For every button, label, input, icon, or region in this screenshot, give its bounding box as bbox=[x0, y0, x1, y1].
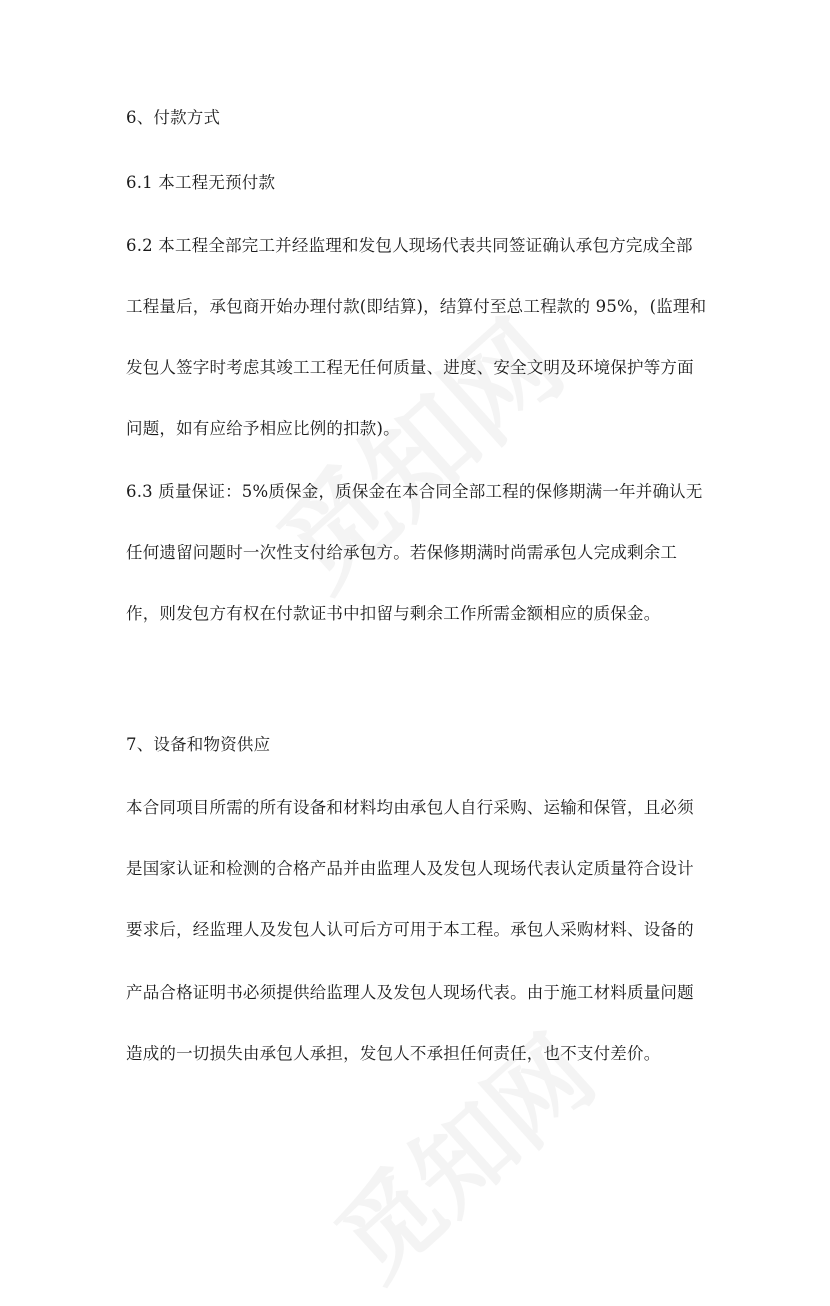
section-6-heading: 6、付款方式 bbox=[126, 108, 221, 127]
section-7-line-1: 本合同项目所需的所有设备和材料均由承包人自行采购、运输和保管，且必须 bbox=[126, 798, 694, 817]
clause-6-2-line-4: 问题，如有应给予相应比例的扣款)。 bbox=[126, 419, 400, 438]
clause-6-1: 6.1 本工程无预付款 bbox=[126, 173, 276, 192]
section-7-line-2: 是国家认证和检测的合格产品并由监理人及发包人现场代表认定质量符合设计 bbox=[126, 859, 694, 878]
clause-6-3-line-3: 作，则发包方有权在付款证书中扣留与剩余工作所需金额相应的质保金。 bbox=[126, 604, 661, 623]
clause-6-2-line-1: 6.2 本工程全部完工并经监理和发包人现场代表共同签证确认承包方完成全部 bbox=[126, 236, 693, 255]
section-7-line-3: 要求后，经监理人及发包人认可后方可用于本工程。承包人采购材料、设备的 bbox=[126, 920, 694, 939]
clause-6-3-line-2: 任何遗留问题时一次性支付给承包方。若保修期满时尚需承包人完成剩余工 bbox=[126, 543, 678, 562]
clause-6-3-line-1: 6.3 质量保证：5%质保金，质保金在本合同全部工程的保修期满一年并确认无 bbox=[126, 482, 703, 501]
section-7-heading: 7、设备和物资供应 bbox=[126, 735, 271, 754]
section-7-line-4: 产品合格证明书必须提供给监理人及发包人现场代表。由于施工材料质量问题 bbox=[126, 983, 694, 1002]
watermark bbox=[240, 280, 591, 618]
section-7-line-5: 造成的一切损失由承包人承担，发包人不承担任何责任，也不支付差价。 bbox=[126, 1044, 661, 1063]
clause-6-2-line-2: 工程量后，承包商开始办理付款(即结算)，结算付至总工程款的 95%，(监理和 bbox=[126, 297, 707, 316]
clause-6-2-line-3: 发包人签字时考虑其竣工工程无任何质量、进度、安全文明及环境保护等方面 bbox=[126, 358, 694, 377]
